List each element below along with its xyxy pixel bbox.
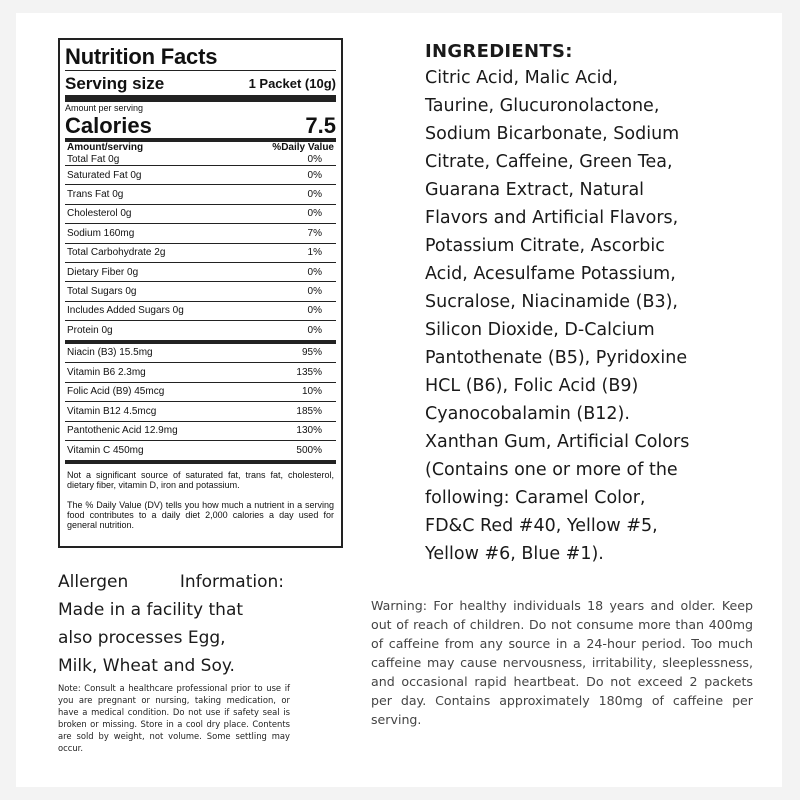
nutrient-list (65, 153, 336, 340)
vitamin-list (65, 344, 336, 460)
nutrient-dv: 0% (307, 324, 322, 336)
nutrient-row (65, 204, 336, 223)
calories-value: 7.5 (305, 113, 336, 138)
ingredient-line: Xanthan Gum, Artificial Colors (425, 432, 690, 452)
ingredient-line: FD&C Red #40, Yellow #5, (425, 516, 658, 536)
nutrient-name: Sodium 160mg (67, 227, 135, 239)
nutrient-name: Cholesterol 0g (67, 208, 132, 220)
nutrient-dv: 0% (307, 305, 322, 317)
vitamin-dv: 185% (296, 405, 322, 417)
nutrient-dv: 7% (307, 227, 322, 239)
nutrient-dv: 0% (307, 189, 322, 201)
serving-value: 1 Packet (10g) (248, 76, 336, 91)
ingredient-line: Acid, Acesulfame Potassium, (425, 264, 676, 284)
vitamin-dv: 135% (296, 366, 322, 378)
ingredient-line: Potassium Citrate, Ascorbic (425, 236, 665, 256)
ingredient-line: Citric Acid, Malic Acid, (425, 68, 619, 88)
nutrient-dv: 0% (307, 266, 322, 278)
vitamin-name: Folic Acid (B9) 45mcg (67, 386, 165, 398)
nutrient-row (65, 281, 336, 300)
ingredient-line: Citrate, Caffeine, Green Tea, (425, 152, 673, 172)
ingredient-line: following: Caramel Color, (425, 488, 646, 508)
nutrient-row (65, 223, 336, 242)
nutrient-row (65, 243, 336, 262)
ingredient-line: Guarana Extract, Natural (425, 180, 645, 200)
ingredients-title: INGREDIENTS: (425, 41, 573, 62)
ingredient-line: (Contains one or more of the (425, 460, 678, 480)
allergen-heading-word: Allergen (58, 572, 129, 592)
ingredient-line: Taurine, Glucuronolactone, (425, 96, 660, 116)
footnote-sources: Not a significant source of saturated fat, trans fat, cholesterol, dietary fiber, vitamin D, iron and potassium. (67, 469, 334, 490)
vitamin-name: Pantothenic Acid 12.9mg (67, 425, 178, 437)
nutrition-title: Nutrition Facts (65, 44, 218, 69)
nutrient-name: Dietary Fiber 0g (67, 266, 139, 278)
ingredients-block (425, 40, 745, 568)
nutrient-dv: 0% (307, 286, 322, 298)
footnote-daily-value: The % Daily Value (DV) tells you how much a nutrient in a serving food contributes to a daily diet 2,000 calories a day used for general nutrition. (67, 499, 334, 530)
nutrient-row (65, 262, 336, 281)
nutrient-dv: 0% (307, 208, 322, 220)
vitamin-row (65, 344, 336, 363)
vitamin-dv: 10% (301, 386, 322, 398)
column-header (65, 142, 336, 153)
nutrient-name: Protein 0g (67, 324, 113, 336)
nutrient-name: Saturated Fat 0g (67, 169, 142, 181)
nutrient-name: Trans Fat 0g (67, 189, 124, 201)
ingredient-line: Flavors and Artificial Flavors, (425, 208, 679, 228)
nutrient-dv: 0% (307, 153, 322, 165)
nutrient-name: Includes Added Sugars 0g (67, 305, 184, 317)
ingredient-line: Sucralose, Niacinamide (B3), (425, 292, 678, 312)
allergen-line: Made in a facility that (58, 600, 244, 620)
amount-serving-header: Amount/serving (67, 142, 144, 153)
caffeine-warning: Warning: For healthy individuals 18 years and older. Keep out of reach of children. Do not consume more than 400mg of caffeine from any source in a 24-hour period. Too much caffeine may cause nervousness, irritability, sleeplessness, and occasional rapid heartbeat. Do not exceed 2 packets per day. Contains approximately 180mg of caffeine per serving. (371, 598, 753, 727)
nutrient-name: Total Sugars 0g (67, 286, 137, 298)
vitamin-row (65, 382, 336, 402)
nutrient-row (65, 301, 336, 320)
vitamin-row (65, 401, 336, 421)
ingredient-line: Silicon Dioxide, D-Calcium (425, 320, 655, 340)
ingredient-line: Yellow #6, Blue #1). (425, 544, 604, 564)
vitamin-name: Niacin (B3) 15.5mg (67, 347, 153, 359)
allergen-heading (58, 568, 284, 596)
allergen-line: Milk, Wheat and Soy. (58, 656, 235, 676)
ingredient-line: Cyanocobalamin (B12). (425, 404, 630, 424)
nutrient-dv: 1% (307, 247, 322, 259)
vitamin-row (65, 440, 336, 460)
allergen-line: also processes Egg, (58, 628, 226, 648)
ingredient-line: Sodium Bicarbonate, Sodium (425, 124, 680, 144)
nutrient-row (65, 184, 336, 203)
serving-label: Serving size (65, 74, 165, 93)
ingredient-line: Pantothenate (B5), Pyridoxine (425, 348, 688, 368)
allergen-block (58, 568, 284, 680)
nutrient-name: Total Carbohydrate 2g (67, 247, 166, 259)
vitamin-dv: 500% (296, 444, 322, 456)
vitamin-name: Vitamin C 450mg (67, 444, 144, 456)
daily-value-header: %Daily Value (272, 142, 334, 153)
amount-per-serving: Amount per serving (65, 103, 144, 113)
vitamin-name: Vitamin B12 4.5mcg (67, 405, 157, 417)
vitamin-name: Vitamin B6 2.3mg (67, 366, 146, 378)
nutrient-name: Total Fat 0g (67, 153, 120, 165)
ingredient-line: HCL (B6), Folic Acid (B9) (425, 376, 639, 396)
usage-note: Note: Consult a healthcare professional prior to use if you are pregnant or nursing, taking medication, or have a medical condition. Do not use if safety seal is broken or missing. Store in a cool dry place. Contents are sold by weight, not volume. Some settling may occur. (58, 683, 290, 753)
vitamin-row (65, 362, 336, 382)
calories-label: Calories (65, 113, 152, 138)
nutrient-row (65, 320, 336, 339)
serving-size-row (65, 73, 336, 95)
calories-row (65, 114, 336, 138)
nutrient-row (65, 153, 336, 165)
vitamin-dv: 130% (296, 425, 322, 437)
vitamin-row (65, 421, 336, 441)
allergen-heading-word: Information: (179, 572, 284, 592)
nutrient-row (65, 165, 336, 184)
nutrition-facts-panel (58, 38, 343, 548)
vitamin-dv: 95% (301, 347, 322, 359)
nutrient-dv: 0% (307, 169, 322, 181)
